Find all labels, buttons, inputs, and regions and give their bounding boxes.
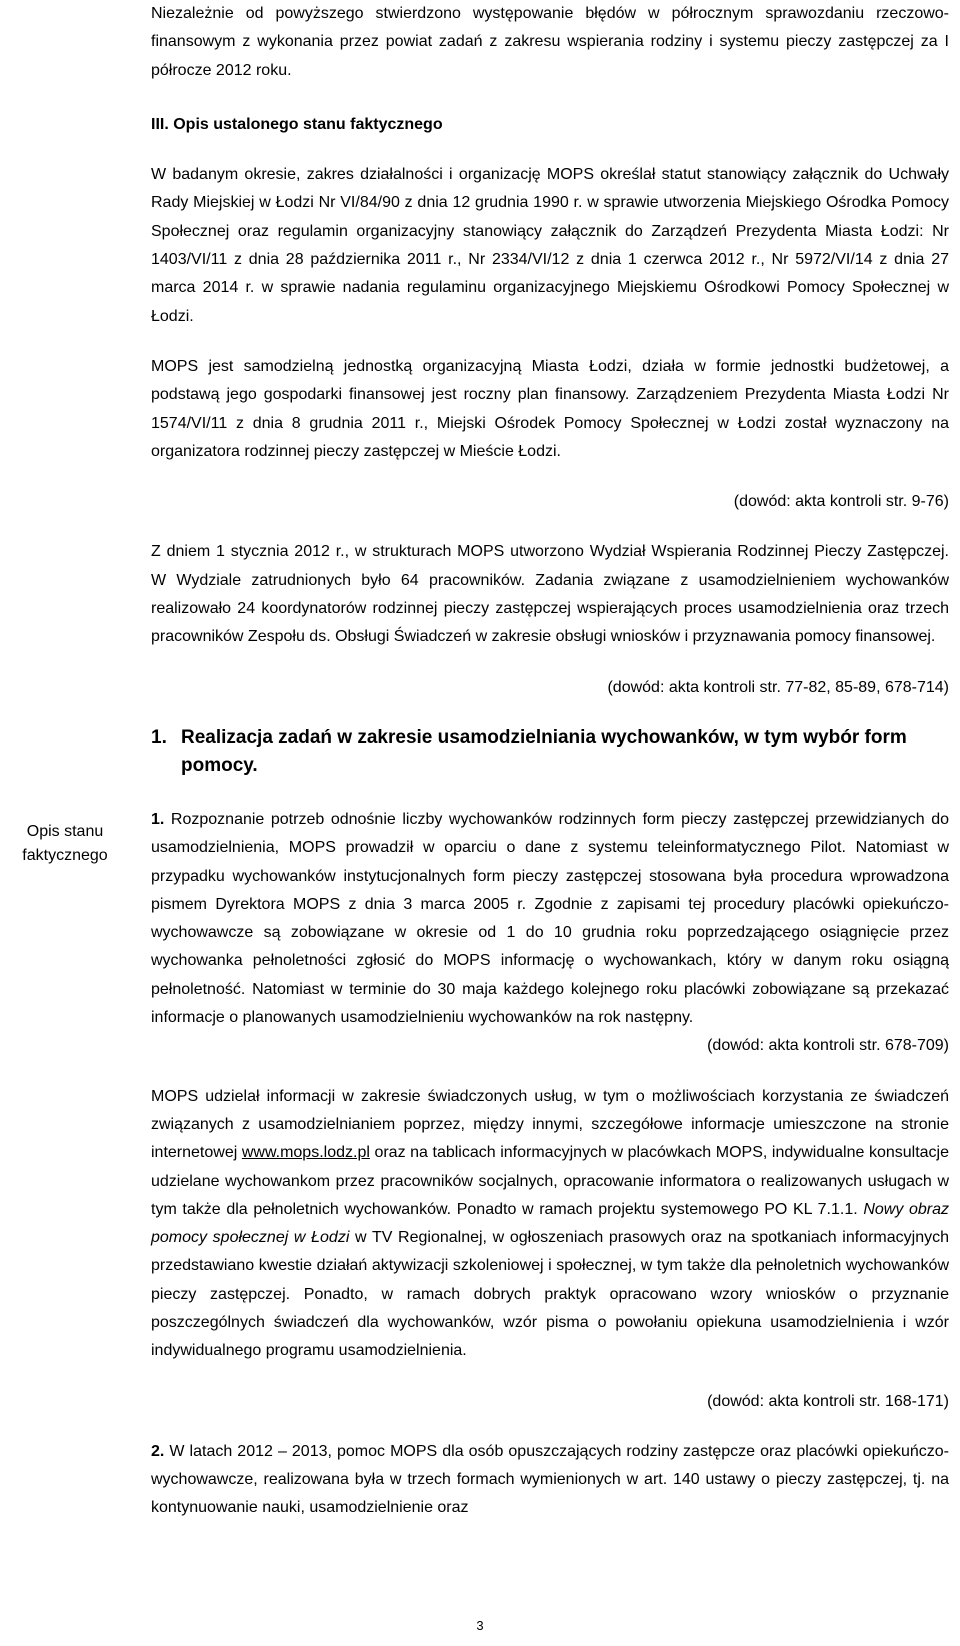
project-title: Nowy obraz pomocy społecznej w Łodzi	[151, 1200, 949, 1247]
paragraph-statute: W badanym okresie, zakres działalności i organizację MOPS określał statut stanowiący załącznik do Uchwały Rady Miejskiej w Łodzi Nr VI/84/90 z dnia 12 grudnia 1990 r. w sprawie utworzenia Miejskiego Ośrodka Pomocy Społecznej oraz regulamin organizacyjny stanowiący załącznik do Zarządzeń Prezydenta Miasta Łodzi: Nr 1403/VI/11 z dnia 28 października 2011 r., Nr 2334/VI/12 z dnia 1 czerwca 2012 r., Nr 5972/VI/14 z dnia 27 marca 2014 r. w sprawie nadania regulaminu organizacyjnego Miejskiemu Ośrodkowi Pomocy Społecznej w Łodzi.	[151, 166, 949, 325]
paragraph-department: Z dniem 1 stycznia 2012 r., w strukturach MOPS utworzono Wydział Wspierania Rodzinnej Pieczy Zastępczej. W Wydziale zatrudnionych było 64 pracowników. Zadania związane z usamodzielnieniem wychowanków realizowało 24 koordynatorów rodzinnej pieczy zastępczej wspierających proces usamodzielnienia oraz trzech pracowników Zespołu ds. Obsługi Świadczeń w zakresie obsługi wniosków i przyznawania pomocy finansowej.	[151, 543, 949, 646]
paragraph-mops-unit: MOPS jest samodzielną jednostką organizacyjną Miasta Łodzi, działa w formie jednostki budżetowej, a podstawą jego gospodarki finansowej jest roczny plan finansowy. Zarządzeniem Prezydenta Miasta Łodzi Nr 1574/VI/11 z dnia 8 grudnia 2011 r., Miejski Ośrodek Pomocy Społecznej w Łodzi został wyznaczony na organizatora rodzinnej pieczy zastępczej w Mieście Łodzi.	[151, 357, 949, 460]
heading-number: 1.	[151, 726, 167, 748]
item-number: 1.	[151, 810, 165, 828]
item-text: W latach 2012 – 2013, pomoc MOPS dla osób opuszczających rodziny zastępcze oraz placówki opiekuńczo-wychowawcze, realizowana była w trzech formach wymienionych w art. 140 ustawy o pieczy zastępczej, tj. na kontynuowanie nauki, usamodzielnienie oraz	[151, 1442, 949, 1517]
section-heading-1	[151, 724, 949, 780]
paragraph-assistance-forms	[151, 1438, 949, 1523]
evidence-note-3: (dowód: akta kontroli str. 678-709)	[707, 1037, 949, 1055]
section-heading-iii: III. Opis ustalonego stanu faktycznego	[151, 115, 443, 133]
item-number: 2.	[151, 1442, 165, 1460]
text-run: oraz na tablicach informacyjnych w placówkach MOPS, indywidualne konsultacje udzielane wychowankom przez pracowników socjalnych, opracowanie informatora o realizowanych usługach w tym także dla pełnoletnich wychowanków. Ponadto w ramach projektu systemowego PO KL 7.1.1.	[151, 1144, 949, 1218]
text-run: w TV Regionalnej, w ogłoszeniach prasowych oraz na spotkaniach informacyjnych przedstawiano kwestie działań aktywizacji szkoleniowej i społecznej, w tym także dla pełnoletnich wychowanków pieczy zastępczej. Ponadto, w ramach dobrych praktyk opracowano wzory wniosków o przyznanie poszczególnych świadczeń dla wychowanków, wzór pisma o powołaniu opiekuna usamodzielnienia i wzór indywidualnego programu usamodzielnienia.	[151, 1229, 950, 1360]
heading-text: Realizacja zadań w zakresie usamodzielniania wychowanków, w tym wybór form pomocy.	[181, 726, 907, 776]
document-body	[151, 0, 949, 1523]
evidence-note-2: (dowód: akta kontroli str. 77-82, 85-89, 678-714)	[607, 678, 949, 696]
paragraph-information	[151, 1083, 949, 1366]
evidence-note-1: (dowód: akta kontroli str. 9-76)	[733, 493, 949, 511]
text-run: MOPS udzielał informacji w zakresie świadczonych usług, w tym o możliwościach korzystania ze świadczeń związanych z usamodzielnianiem poprzez, między innymi, szczegółowe informacje umieszczone na stronie internetowej	[151, 1087, 949, 1162]
paragraph-needs-assessment	[151, 806, 949, 1032]
page-number: 3	[476, 1618, 484, 1633]
paragraph-findings-intro: Niezależnie od powyższego stwierdzono występowanie błędów w półrocznym sprawozdaniu rzeczowo-finansowym z wykonania przez powiat zadań z zakresu wspierania rodziny i systemu pieczy zastępczej za I półrocze 2012 roku.	[151, 5, 949, 79]
margin-note: Opis stanu faktycznego	[22, 823, 108, 864]
item-text: Rozpoznanie potrzeb odnośnie liczby wychowanków rodzinnych form pieczy zastępczej przewidzianych do usamodzielnienia, MOPS prowadził w oparciu o dane z systemu teleinformatycznego Pilot. Natomiast w przypadku wychowanków instytucjonalnych form pieczy zastępczej stosowana była procedura wprowadzona pismem Dyrektora MOPS z dnia 3 marca 2005 r. Zgodnie z zapisami tej procedury placówki opiekuńczo-wychowawcze są zobowiązane w okresie od 1 do 10 grudnia roku poprzedzającego osiągnięcie przez wychowanka pełnoletności zgłosić do MOPS informację o wychowankach, który w danym roku osiągną pełnoletność. Natomiast w terminie do 30 maja każdego kolejnego roku placówki zobowiązane są przekazać informacje o planowanych usamodzielnieniu wychowanków na rok następny.	[151, 810, 949, 1027]
website-link[interactable]: www.mops.lodz.pl	[241, 1144, 370, 1162]
evidence-note-4: (dowód: akta kontroli str. 168-171)	[707, 1392, 949, 1410]
